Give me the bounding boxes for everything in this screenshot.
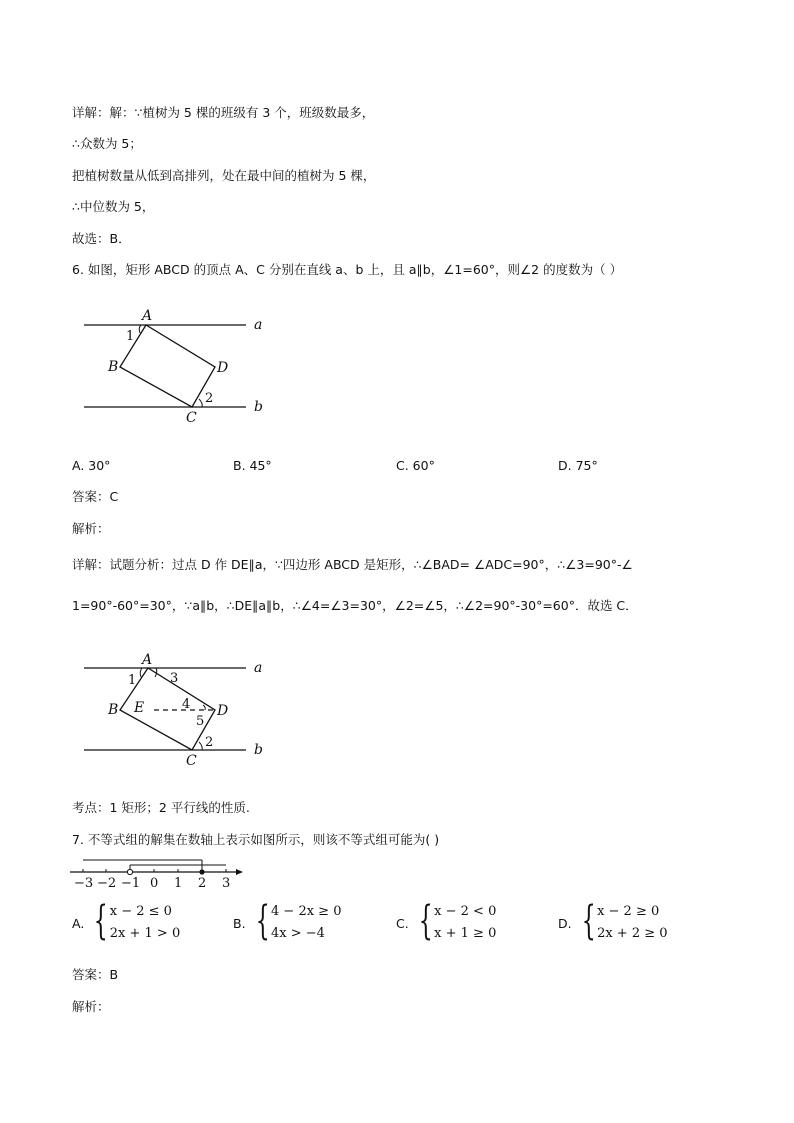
fig2-label-C: C [186,753,197,769]
fig2-label-E: E [134,700,145,716]
q7-option-c-row-1: x − 2 < 0 [434,904,497,919]
q6-answer: 答案：C [72,489,119,504]
fig2-angle-3: 3 [170,671,179,686]
q7-option-d-label: D. [558,915,572,931]
fig1-label-D: D [217,360,229,376]
brace-icon: { [418,898,433,944]
fig1-angle-2: 2 [205,391,214,406]
fig1-line-b: b [254,399,263,415]
fig1-label-B: B [108,359,119,375]
brace-icon: { [581,898,596,944]
prev-detail-line-1: 详解：解：∵植树为 5 棵的班级有 3 个，班级数最多， [72,105,375,120]
q7-option-c-label: C. [396,915,409,931]
q6-option-c[interactable]: C. 60° [396,458,435,473]
q7-option-a[interactable] [72,898,181,944]
tick-1: 1 [174,876,183,891]
q7-option-b[interactable] [233,898,342,944]
fig2-label-A: A [142,652,153,668]
q7-option-c[interactable] [396,898,497,944]
tick--1: −1 [121,876,141,891]
fig2-line-b: b [254,742,263,758]
fig2-angle-4: 4 [182,697,191,712]
q7-analysis-label: 解析： [72,999,110,1014]
fig1-label-C: C [186,410,197,426]
brace-icon: { [255,898,270,944]
q6-figure-2 [78,650,278,775]
q7-option-a-row-1: x − 2 ≤ 0 [109,904,172,919]
prev-detail-line-2: ∴众数为 5； [72,136,142,151]
q7-option-d[interactable] [558,898,668,944]
tick--2: −2 [97,876,117,891]
q6-stem: 6. 如图，矩形 ABCD 的顶点 A、C 分别在直线 a、b 上，且 a∥b，∠1=60°，则∠2 的度数为（ ） [72,262,623,277]
q6-detail-line-2: 1=90°-60°=30°，∵a∥b，∴DE∥a∥b，∴∠4=∠3=30°，∠2=∠5，∴∠2=90°-30°=60°．故选 C． [72,598,638,613]
q7-number-line [68,852,248,892]
q7-option-b-row-1: 4 − 2x ≥ 0 [271,904,342,919]
q7-option-b-label: B. [233,915,246,931]
fig1-angle-1: 1 [126,329,135,344]
fig2-angle-5: 5 [196,714,205,729]
prev-choice: 故选：B． [72,231,131,246]
tick-3: 3 [222,876,231,891]
fig2-label-B: B [108,702,119,718]
tick-2: 2 [198,876,207,891]
q7-option-c-row-2: x + 1 ≥ 0 [434,926,497,941]
q6-option-b[interactable]: B. 45° [233,458,272,473]
q7-stem: 7. 不等式组的解集在数轴上表示如图所示，则该不等式组可能为( ) [72,832,440,847]
q7-option-a-row-2: 2x + 1 > 0 [109,926,181,941]
q7-answer: 答案：B [72,967,119,982]
q6-figure-1 [78,305,278,430]
q6-option-a[interactable]: A. 30° [72,458,111,473]
q6-kaodian: 考点：1 矩形；2 平行线的性质. [72,800,250,815]
q6-detail-line-1: 详解：试题分析：过点 D 作 DE∥a，∵四边形 ABCD 是矩形，∴∠BAD= ∠ADC=90°，∴∠3=90°-∠ [72,557,633,572]
tick-0: 0 [150,876,159,891]
brace-icon: { [94,898,109,944]
q7-option-b-row-2: 4x > −4 [271,926,325,941]
fig2-angle-2: 2 [205,735,214,750]
fig2-angle-1: 1 [128,673,137,688]
tick--3: −3 [74,876,94,891]
q6-option-d[interactable]: D. 75° [558,458,598,473]
prev-detail-line-4: ∴中位数为 5， [72,199,155,214]
q6-analysis-label: 解析： [72,521,110,536]
fig2-line-a: a [254,660,263,676]
q7-option-a-label: A. [72,915,85,931]
fig2-label-D: D [217,703,229,719]
prev-detail-line-3: 把植树数量从低到高排列，处在最中间的植树为 5 棵， [72,168,376,183]
fig1-line-a: a [254,317,263,333]
q7-option-d-row-1: x − 2 ≥ 0 [597,904,660,919]
q7-option-d-row-2: 2x + 2 ≥ 0 [597,926,668,941]
fig1-label-A: A [142,308,153,324]
